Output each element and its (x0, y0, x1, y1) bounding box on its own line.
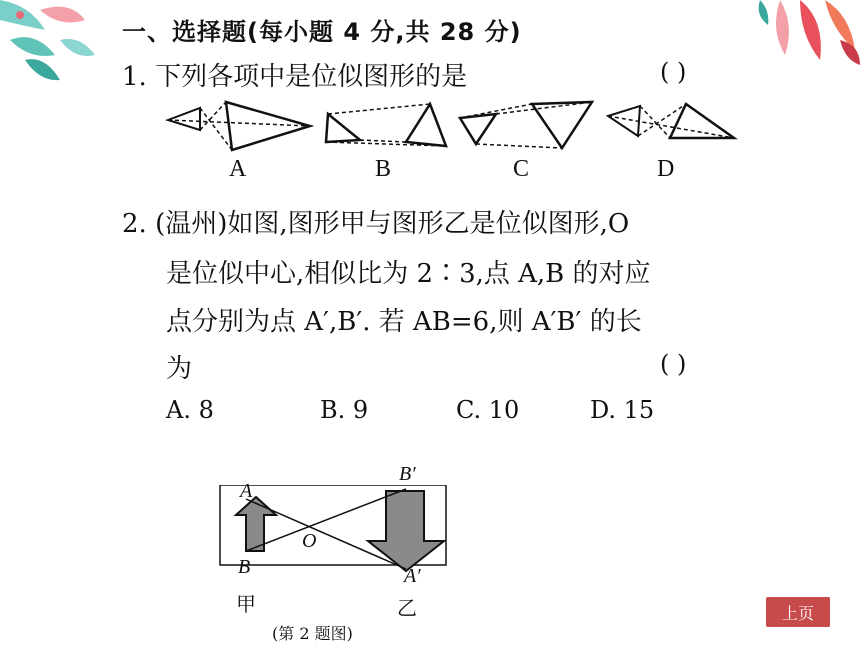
section-title: 一、选择题(每小题 4 分,共 28 分) (122, 18, 522, 46)
option-b-label: B (375, 156, 392, 182)
option-figures (160, 98, 740, 158)
option-a-figure (168, 102, 310, 150)
figure-label-a-prime: A′ (404, 565, 421, 587)
question-2-line-1: 2. (温州)如图,图形甲与图形乙是位似图形,O (122, 209, 630, 239)
choice-d: D. 15 (590, 396, 655, 424)
question-2-line-3: 点分别为点 A′,B′. 若 AB=6,则 A′B′ 的长 (166, 307, 642, 337)
option-c-label: C (513, 156, 530, 182)
option-c-figure (460, 102, 592, 148)
choice-a: A. 8 (166, 396, 214, 424)
floral-decoration-right (740, 0, 860, 70)
figure-label-b-prime: B′ (399, 463, 416, 485)
option-d-figure (608, 104, 734, 138)
prev-page-button[interactable]: 上页 (766, 597, 830, 627)
figure-caption: (第 2 题图) (272, 624, 353, 643)
answer-paren-1: ( ) (660, 58, 687, 86)
question-1-text: 1. 下列各项中是位似图形的是 (122, 62, 468, 92)
figure-label-b: B (238, 556, 251, 578)
option-b-figure (326, 104, 446, 146)
figure-label-yi: 乙 (397, 596, 417, 620)
option-a-label: A (229, 156, 247, 182)
figure-label-jia: 甲 (236, 592, 256, 616)
floral-decoration-left (0, 0, 110, 90)
figure-label-o: O (302, 530, 317, 552)
question-2-line-4: 为 (166, 354, 193, 384)
option-d-label: D (657, 156, 675, 182)
answer-paren-2: ( ) (660, 350, 687, 378)
figure-label-a: A (240, 480, 253, 502)
choice-b: B. 9 (320, 396, 369, 424)
question-2-line-2: 是位似中心,相似比为 2∶3,点 A,B 的对应 (166, 259, 651, 289)
choice-c: C. 10 (456, 396, 520, 424)
